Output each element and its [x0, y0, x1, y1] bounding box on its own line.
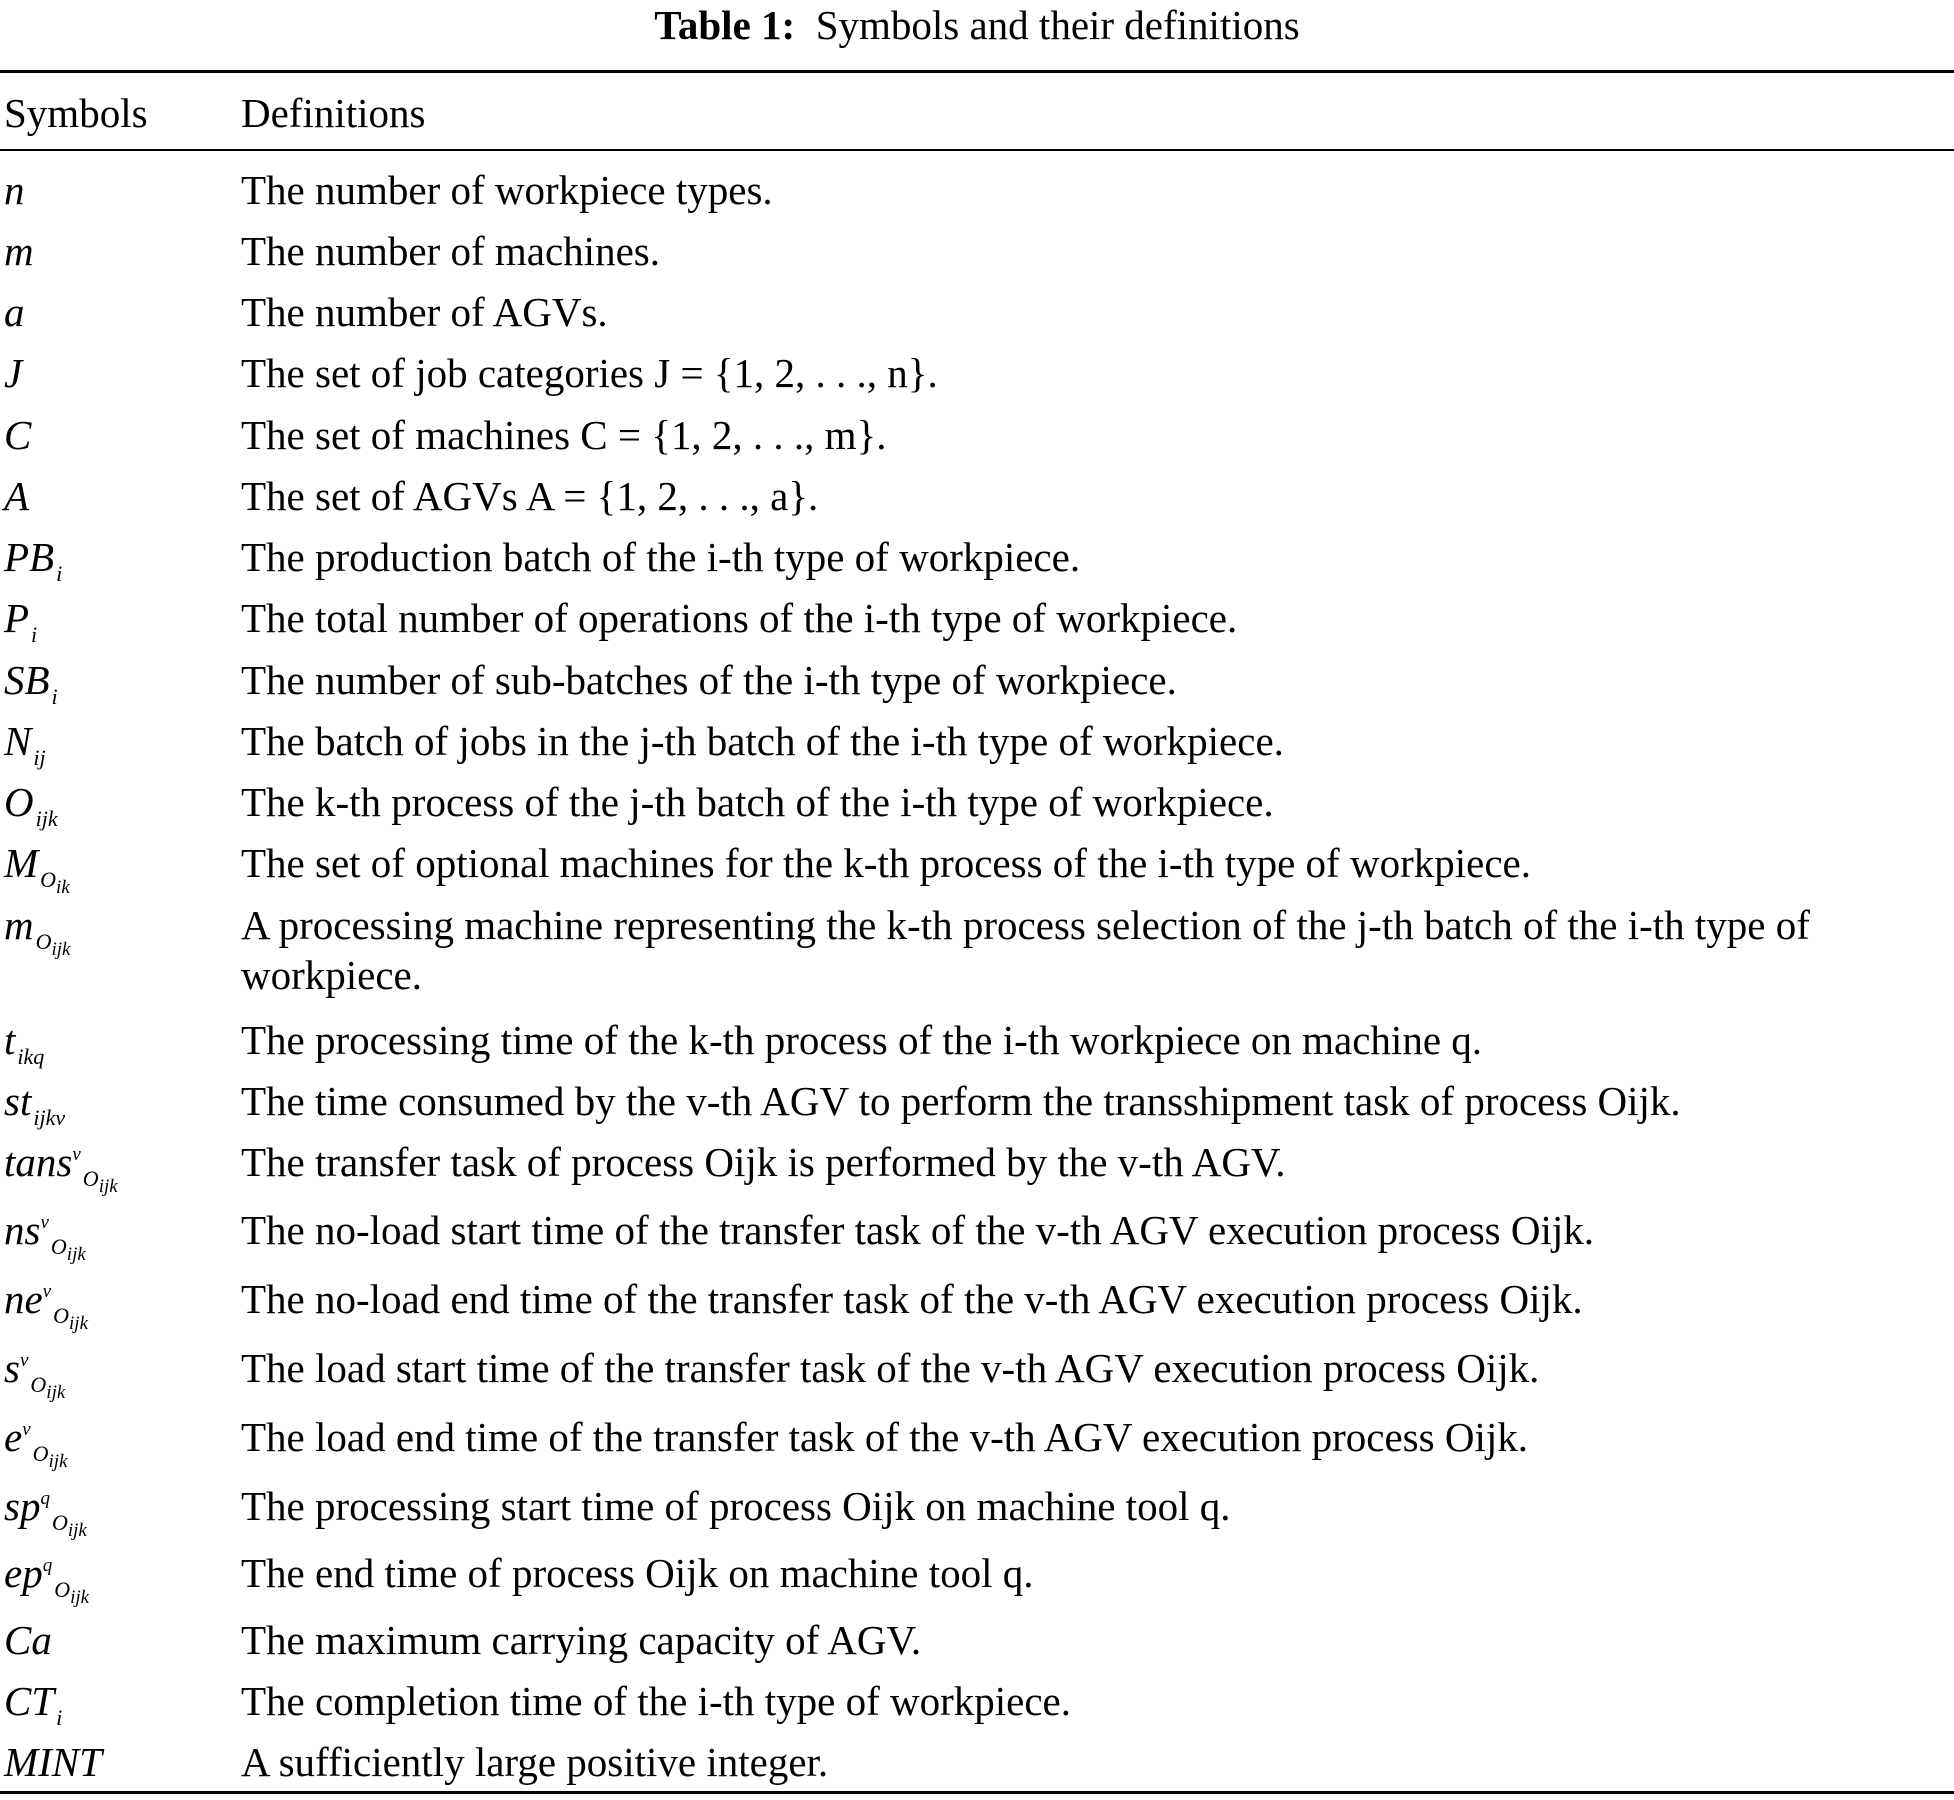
- symbol-cell: A: [4, 473, 30, 519]
- symbol-cell: $sp^q_{Oijk}$: [4, 1483, 87, 1541]
- symbol-cell: a: [4, 289, 25, 335]
- symbol-cell: $P_i$: [4, 595, 38, 647]
- caption-title: Symbols and their definitions: [815, 2, 1300, 48]
- top-rule: [0, 70, 1954, 73]
- definition-cell: The number of AGVs.: [241, 289, 608, 335]
- symbol-cell: m: [4, 228, 34, 274]
- definition-cell: The batch of jobs in the j-th batch of the i-th type of workpiece.: [241, 718, 1284, 764]
- definition-cell: The production batch of the i-th type of workpiece.: [241, 534, 1081, 580]
- symbol-cell: $N_{ij}$: [4, 718, 46, 770]
- definition-cell: The end time of process Oijk on machine tool q.: [241, 1550, 1034, 1596]
- symbol-cell: $O_{ijk}$: [4, 779, 58, 831]
- symbol-cell: Ca: [4, 1617, 52, 1663]
- symbol-cell: $t_{ikq}$: [4, 1017, 45, 1069]
- symbol-cell: MINT: [4, 1739, 102, 1785]
- definition-cell: The set of optional machines for the k-th process of the i-th type of workpiece.: [241, 840, 1531, 886]
- symbol-cell: $M_{Oik}$: [4, 840, 70, 898]
- definition-cell: The maximum carrying capacity of AGV.: [241, 1617, 922, 1663]
- definition-cell: The load end time of the transfer task of the v-th AGV execution process Oijk.: [241, 1414, 1528, 1460]
- definition-text: The processing time of the k-th process of the i-th workpiece on machine q.: [241, 1017, 1483, 1063]
- table-caption: [0, 0, 1954, 52]
- definition-cell: The total number of operations of the i-th type of workpiece.: [241, 595, 1238, 641]
- symbol-cell: C: [4, 412, 32, 458]
- column-header-definitions: Definitions: [241, 90, 426, 136]
- symbol-cell: $CT_i$: [4, 1678, 63, 1730]
- symbol-cell: $ep^q_{Oijk}$: [4, 1550, 90, 1608]
- definition-cell: The transfer task of process Oijk is performed by the v-th AGV.: [241, 1139, 1286, 1185]
- caption-label: Table 1:: [654, 2, 796, 48]
- symbol-cell: J: [4, 350, 23, 396]
- definition-cell: The set of AGVs A = {1, 2, . . ., a}.: [241, 473, 819, 519]
- table-row: [0, 900, 1954, 1000]
- definition-cell: A processing machine representing the k-th process selection of the j-th batch of the i-th type of workpiece.: [241, 902, 1810, 998]
- symbol-cell: tans$^v_{Oijk}$: [4, 1139, 118, 1197]
- definition-cell: The time consumed by the v-th AGV to perform the transshipment task of process Oijk.: [241, 1078, 1681, 1124]
- header-rule: [0, 149, 1954, 151]
- definition-cell: The set of job categories J = {1, 2, . . ., n}.: [241, 350, 938, 396]
- symbol-cell: $ns^v_{Oijk}$: [4, 1207, 86, 1265]
- symbol-cell: $SB_i$: [4, 657, 58, 709]
- symbol-cell: $m_{Oijk}$: [4, 902, 71, 960]
- definition-cell: The number of sub-batches of the i-th type of workpiece.: [241, 657, 1177, 703]
- symbol-cell: $e^v_{Oijk}$: [4, 1414, 68, 1472]
- symbol-cell: $ne^v_{Oijk}$: [4, 1276, 89, 1334]
- definition-cell: The number of machines.: [241, 228, 660, 274]
- symbol-cell: n: [4, 167, 25, 213]
- bottom-rule: [0, 1791, 1954, 1794]
- definition-cell: The no-load start time of the transfer task of the v-th AGV execution process Oijk.: [241, 1207, 1595, 1253]
- definition-cell: The number of workpiece types.: [241, 167, 773, 213]
- definition-cell: [241, 1015, 1954, 1065]
- definition-cell: The k-th process of the j-th batch of the i-th type of workpiece.: [241, 779, 1274, 825]
- symbol-cell: $PB_i$: [4, 534, 63, 586]
- definition-cell: The completion time of the i-th type of workpiece.: [241, 1678, 1071, 1724]
- definition-cell: A sufficiently large positive integer.: [241, 1739, 829, 1785]
- definition-cell: The load start time of the transfer task of the v-th AGV execution process Oijk.: [241, 1345, 1540, 1391]
- definition-cell: The set of machines C = {1, 2, . . ., m}.: [241, 412, 887, 458]
- symbol-cell: $s^v_{Oijk}$: [4, 1345, 66, 1403]
- definition-cell: The no-load end time of the transfer task of the v-th AGV execution process Oijk.: [241, 1276, 1583, 1322]
- definition-cell: The processing start time of process Oijk on machine tool q.: [241, 1483, 1231, 1529]
- symbol-cell: $st_{ijkv}$: [4, 1078, 66, 1130]
- column-header-symbols: Symbols: [4, 90, 148, 136]
